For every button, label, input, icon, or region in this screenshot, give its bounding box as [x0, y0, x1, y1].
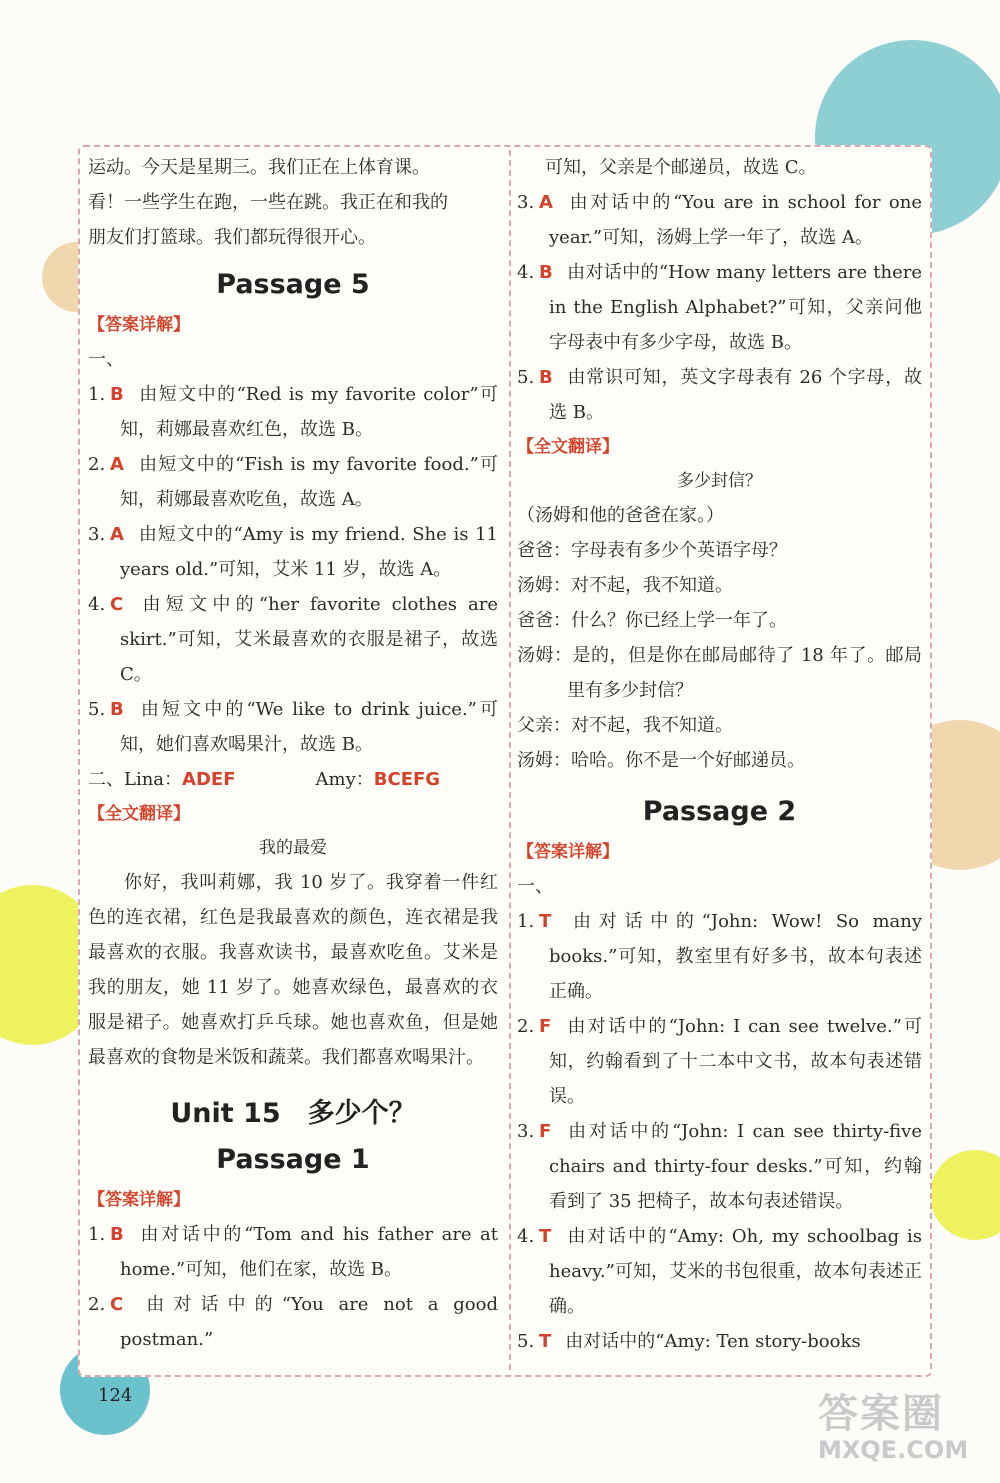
column-divider [509, 150, 511, 1370]
dialog-line: 汤姆：哈哈。你不是一个好邮递员。 [517, 750, 805, 771]
answer-item: 5. B 由短文中的“We like to drink juice.”可知，她们喜欢喝果汁，故选 B。 [88, 699, 498, 755]
answer-letter: A [539, 192, 553, 213]
intro-line: 朋友们打篮球。我们都玩得很开心。 [88, 227, 376, 248]
passage-1-title: Passage 1 [216, 1144, 370, 1175]
watermark-url: MXQE.COM [818, 1436, 969, 1464]
answer-letter: F [539, 1121, 552, 1142]
answers-tag: 【答案详解】 [88, 1190, 190, 1210]
answer-item: 4. B 由对话中的“How many letters are there in the English Alphabet?”可知，父亲问他字母表中有多少字母，故选 B。 [517, 262, 922, 353]
intro-line: 看！一些学生在跑，一些在跳。我正在和我的 [88, 192, 448, 213]
answer-letter: B [110, 384, 124, 405]
answer-letter: C [110, 1294, 124, 1315]
answer-item: 1. T 由对话中的“John: Wow! So many books.”可知，教室里有好多书，故本句表述正确。 [517, 911, 922, 1002]
answer-item: 4. C 由短文中的“her favorite clothes are skirt.”可知，艾米最喜欢的衣服是裙子，故选 C。 [88, 594, 498, 685]
answer-letter: B [110, 1224, 124, 1245]
unit-title: Unit 15 多少个？ [170, 1098, 416, 1129]
dialog-line: 汤姆：对不起，我不知道。 [517, 575, 733, 596]
answer-item: 2. F 由对话中的“John: I can see twelve.”可知，约翰看到了十二本中文书，故本句表述错误。 [517, 1016, 922, 1107]
dialog-line: 爸爸：字母表有多少个英语字母？ [517, 540, 787, 561]
continued-line: 可知，父亲是个邮递员，故选 C。 [545, 157, 817, 178]
answer-item: 5. B 由常识可知，英文字母表有 26 个字母，故选 B。 [517, 367, 922, 423]
left-column [88, 150, 498, 1357]
answer-item: 3. A 由短文中的“Amy is my friend. She is 11 years old.”可知，艾米 11 岁，故选 A。 [88, 524, 498, 580]
translation-tag: 【全文翻译】 [88, 804, 190, 824]
answer-item: 1. B 由对话中的“Tom and his father are at home.”可知，他们在家，故选 B。 [88, 1224, 498, 1280]
answer-letter: B [539, 367, 553, 388]
dialog-line: （汤姆和他的爸爸在家。） [517, 505, 724, 526]
answer-item: 1. B 由短文中的“Red is my favorite color”可知，莉娜最喜欢红色，故选 B。 [88, 384, 498, 440]
section-two-answers: 二、Lina：ADEF Amy：BCEFG [88, 769, 441, 790]
dialog-line: 汤姆：是的，但是你在邮局邮待了 18 年了。邮局里有多少封信？ [517, 645, 922, 701]
translation-text: 你好，我叫莉娜，我 10 岁了。我穿着一件红色的连衣裙，红色是我最喜欢的颜色，连衣裙是我最喜欢的衣服。我喜欢读书，最喜欢吃鱼。艾米是我的朋友，她 11 岁了。她喜欢绿色，最喜欢的衣服是裙子。她喜欢打乒乓球。她也喜欢鱼，但是她最喜欢的食物是米饭和蔬菜。我们都喜欢喝果汁。 [88, 872, 498, 1068]
answer-letter: B [539, 262, 553, 283]
translation-title: 我的最爱 [259, 838, 327, 858]
decorative-circle [930, 1150, 1000, 1240]
answer-item: 2. A 由短文中的“Fish is my favorite food.”可知，莉娜最喜欢吃鱼，故选 A。 [88, 454, 498, 510]
page-number: 124 [98, 1385, 133, 1406]
answer-letter: C [110, 594, 124, 615]
dialog-line: 父亲：对不起，我不知道。 [517, 715, 733, 736]
answer-item: 4. T 由对话中的“Amy: Oh, my schoolbag is heavy.”可知，艾米的书包很重，故本句表述正确。 [517, 1226, 922, 1317]
answer-letter: A [110, 524, 124, 545]
intro-line: 运动。今天是星期三。我们正在上体育课。 [88, 157, 430, 178]
answer-letter: B [110, 699, 124, 720]
right-column [517, 150, 922, 1359]
answer-item: 3. A 由对话中的“You are in school for one year.”可知，汤姆上学一年了，故选 A。 [517, 192, 922, 248]
answer-letter: T [539, 1331, 552, 1352]
translation-tag: 【全文翻译】 [517, 437, 619, 457]
answer-item: 2. C 由对话中的“You are not a good postman.” [88, 1294, 498, 1350]
section-one-label: 一、 [88, 349, 124, 370]
watermark [818, 1392, 968, 1464]
answers-tag: 【答案详解】 [517, 842, 619, 862]
watermark-logo-text: 答案圈 [818, 1391, 944, 1437]
section-one-label: 一、 [517, 876, 553, 897]
passage-2-title: Passage 2 [642, 796, 797, 827]
passage-5-title: Passage 5 [216, 269, 370, 300]
answer-item: 5. T 由对话中的“Amy: Ten story-books [517, 1331, 861, 1352]
dialog-line: 爸爸：什么？你已经上学一年了。 [517, 610, 787, 631]
answer-letter: F [539, 1016, 552, 1037]
answer-letter: A [110, 454, 124, 475]
answer-item: 3. F 由对话中的“John: I can see thirty-five chairs and thirty-four desks.”可知，约翰看到了 35 把椅子，故本句表述错误。 [517, 1121, 922, 1212]
answer-letter: T [539, 1226, 552, 1247]
translation-title: 多少封信？ [677, 471, 762, 491]
answers-tag: 【答案详解】 [88, 315, 190, 335]
answer-letter: T [539, 911, 552, 932]
